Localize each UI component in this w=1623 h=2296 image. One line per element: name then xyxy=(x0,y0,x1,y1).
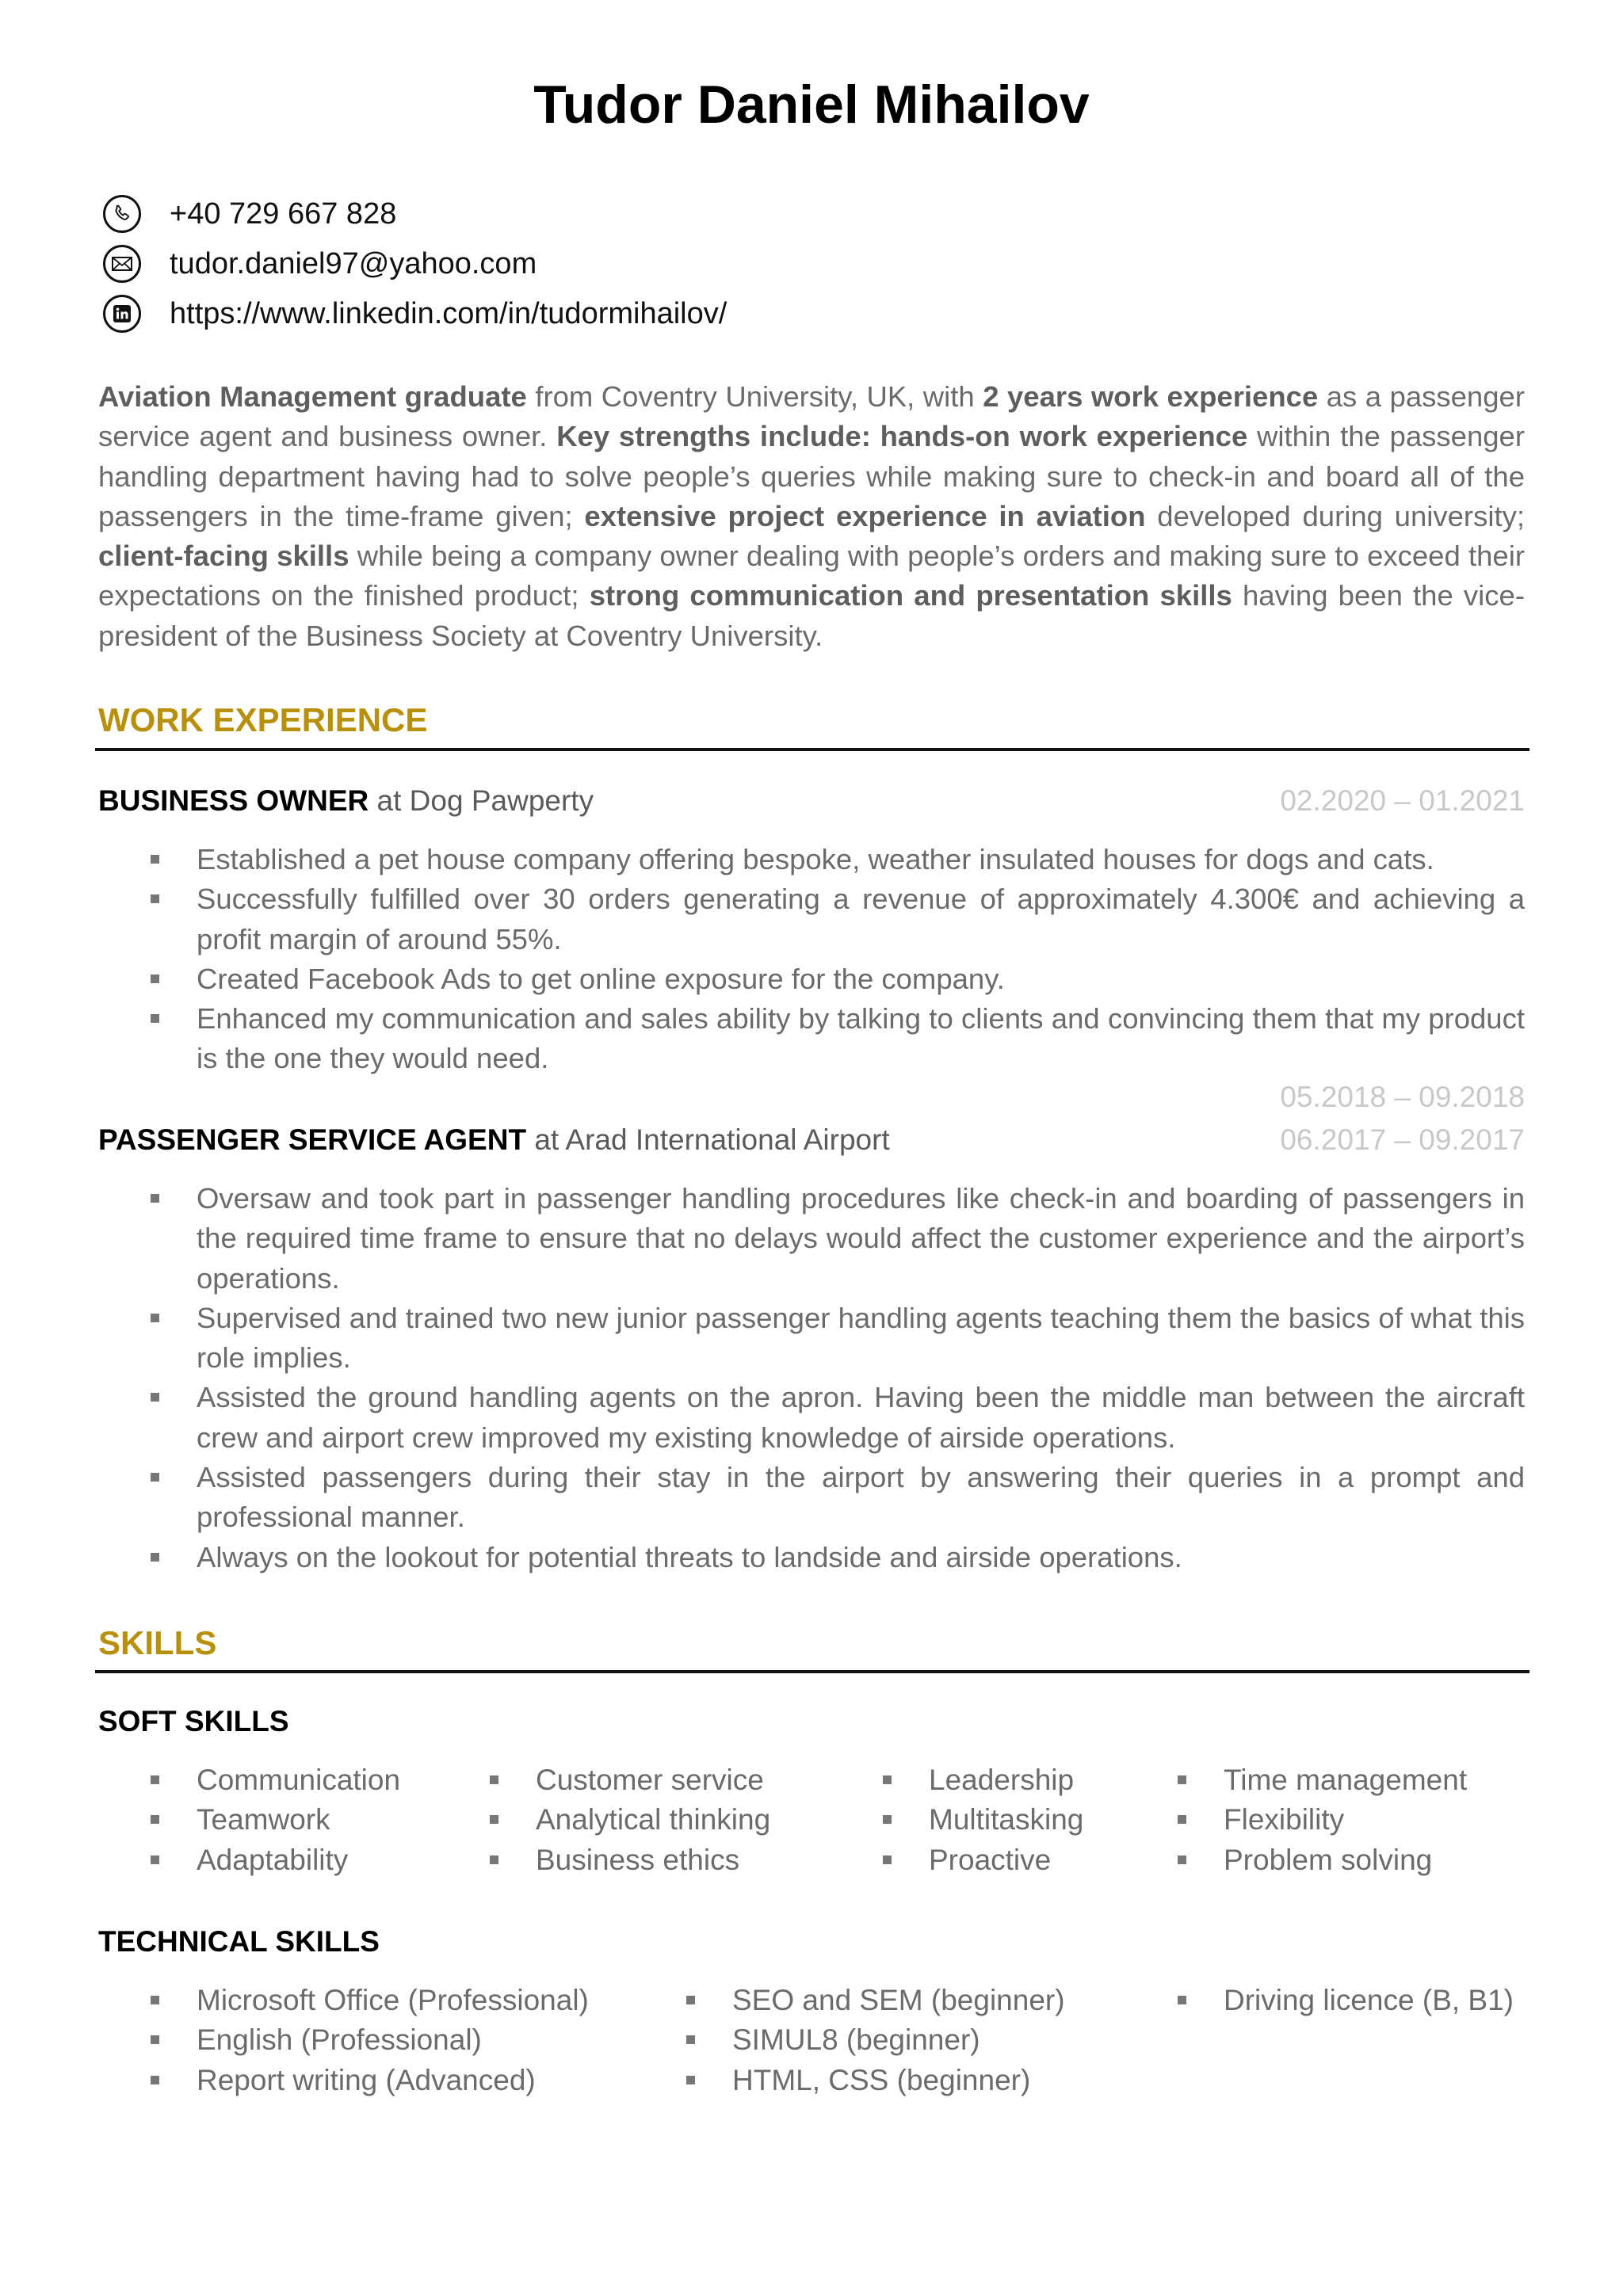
bullet-square-icon xyxy=(151,1996,159,2004)
skill-text: Time management xyxy=(1224,1764,1468,1796)
skill-text: Analytical thinking xyxy=(536,1803,771,1836)
list-item xyxy=(98,1538,1525,1577)
job-dates: 05.2018 – 09.2018 xyxy=(1280,1081,1525,1113)
contact-email-row xyxy=(103,242,537,286)
bullet-square-icon xyxy=(151,894,159,903)
bullet-square-icon xyxy=(490,1775,498,1784)
list-item xyxy=(1125,1840,1467,1880)
job-role: BUSINESS OWNER xyxy=(98,784,369,817)
skill-text: Business ethics xyxy=(536,1843,740,1876)
bullet-square-icon xyxy=(151,1194,159,1203)
skill-text: Driving licence (B, B1) xyxy=(1224,1984,1514,2016)
bullet-square-icon xyxy=(490,1815,498,1824)
job-role: PASSENGER SERVICE AGENT xyxy=(98,1123,527,1156)
skill-text: HTML, CSS (beginner) xyxy=(732,2063,1031,2096)
section-title-skills: SKILLS xyxy=(98,1624,217,1661)
bullet-square-icon xyxy=(686,2076,695,2084)
job-dates: 06.2017 – 09.2017 xyxy=(1280,1123,1525,1156)
soft-skills-column-3 xyxy=(831,1760,1083,1880)
bullet-square-icon xyxy=(151,1553,159,1562)
bullet-square-icon xyxy=(151,1473,159,1482)
contact-linkedin-row xyxy=(103,292,727,336)
bullet-square-icon xyxy=(151,1393,159,1402)
bullet-square-icon xyxy=(1178,1815,1186,1824)
subheading-soft-skills: SOFT SKILLS xyxy=(98,1705,289,1737)
skill-text: SIMUL8 (beginner) xyxy=(732,2023,980,2057)
section-divider xyxy=(95,1670,1529,1673)
list-item xyxy=(1125,1760,1467,1800)
skill-text: Teamwork xyxy=(197,1803,330,1836)
bullet-square-icon xyxy=(151,2035,159,2044)
list-item xyxy=(98,840,1525,879)
bullet-square-icon xyxy=(686,2035,695,2044)
skill-text: Customer service xyxy=(536,1764,764,1796)
bullet-square-icon xyxy=(151,1815,159,1824)
summary-text: developed during university; xyxy=(1145,499,1525,532)
soft-skills-column-1 xyxy=(98,1760,400,1880)
mail-icon xyxy=(103,245,141,283)
list-item xyxy=(1125,1800,1467,1840)
list-item xyxy=(437,1800,770,1840)
list-item xyxy=(831,1760,1083,1800)
bullet-square-icon xyxy=(151,2076,159,2084)
summary-highlight: client-facing skills xyxy=(98,540,349,573)
technical-skills-column-2 xyxy=(634,1981,1065,2100)
list-item xyxy=(98,1840,400,1880)
list-item xyxy=(1125,1981,1514,2020)
skill-text: Proactive xyxy=(929,1843,1052,1876)
soft-skills-column-2 xyxy=(437,1760,770,1880)
skill-text: Microsoft Office (Professional) xyxy=(197,1984,589,2016)
skill-text: English (Professional) xyxy=(197,2023,482,2057)
contact-phone-row xyxy=(103,192,396,236)
list-item xyxy=(98,1760,400,1800)
job-company: at Dog Pawperty xyxy=(369,784,594,817)
list-item xyxy=(98,1299,1525,1379)
summary-text: while being a company owner dealing with people’s orders and making sure to exceed their expectations on the finished product; xyxy=(98,540,1525,612)
bullet-text: Assisted passengers during their stay in the airport by answering their queries in a prompt and professional manner. xyxy=(197,1461,1525,1534)
list-item xyxy=(437,1760,770,1800)
subheading-technical-skills: TECHNICAL SKILLS xyxy=(98,1925,380,1958)
bullet-square-icon xyxy=(151,1855,159,1864)
summary-text: as a passenger service agent and business owner. xyxy=(98,380,1525,453)
job-company: at Arad International Airport xyxy=(526,1123,890,1156)
skill-text: Communication xyxy=(197,1764,401,1796)
technical-skills-column-3 xyxy=(1125,1981,1514,2020)
bullet-square-icon xyxy=(151,855,159,864)
list-item xyxy=(98,1800,400,1840)
phone-glyph xyxy=(111,203,133,225)
section-title-work-experience: WORK EXPERIENCE xyxy=(98,701,428,738)
bullet-text: Always on the lookout for potential threats to landside and airside operations. xyxy=(197,1540,1182,1573)
skill-text: Flexibility xyxy=(1224,1803,1345,1836)
linkedin-glyph xyxy=(113,304,132,323)
list-item xyxy=(98,1378,1525,1458)
bullet-square-icon xyxy=(686,1996,695,2004)
candidate-name: Tudor Daniel Mihailov xyxy=(533,74,1090,135)
bullet-square-icon xyxy=(151,974,159,983)
list-item xyxy=(831,1800,1083,1840)
list-item xyxy=(634,1981,1065,2020)
list-item xyxy=(98,2061,589,2100)
bullet-text: Oversaw and took part in passenger handling procedures like check-in and boarding of passengers in the required time frame to ensure that no delays would affect the customer experience and the airport’s operations. xyxy=(197,1182,1525,1295)
linkedin-icon xyxy=(103,295,141,333)
skill-text: Adaptability xyxy=(197,1843,349,1876)
summary-highlight: extensive project experience in aviation xyxy=(584,499,1146,532)
bullet-square-icon xyxy=(490,1855,498,1864)
contact-email[interactable]: tudor.daniel97@yahoo.com xyxy=(170,246,537,280)
summary-text: having been the vice-president of the Business Society at Coventry University. xyxy=(98,579,1525,652)
summary-highlight: Key strengths include: hands-on work experience xyxy=(556,420,1248,453)
bullet-text: Created Facebook Ads to get online exposure for the company. xyxy=(197,962,1005,995)
list-item xyxy=(634,2061,1065,2100)
bullet-text: Supervised and trained two new junior passenger handling agents teaching them the basics of what this role implies. xyxy=(197,1301,1525,1375)
soft-skills-column-4 xyxy=(1125,1760,1467,1880)
contact-phone[interactable]: +40 729 667 828 xyxy=(170,196,397,231)
bullet-text: Assisted the ground handling agents on the apron. Having been the middle man between the aircraft crew and airport crew improved my existing knowledge of airside operations. xyxy=(197,1381,1525,1454)
job-title-passenger-service-agent xyxy=(98,1123,890,1157)
profile-summary xyxy=(98,377,1525,656)
list-item xyxy=(98,1458,1525,1538)
list-item xyxy=(98,959,1525,999)
mail-glyph xyxy=(111,255,133,273)
list-item xyxy=(98,879,1525,959)
skill-text: Multitasking xyxy=(929,1803,1084,1836)
summary-text: from Coventry University, UK, with xyxy=(526,380,983,413)
summary-highlight: 2 years work experience xyxy=(983,380,1319,413)
job-title-business-owner xyxy=(98,784,594,818)
phone-icon xyxy=(103,195,141,233)
list-item xyxy=(98,999,1525,1079)
bullet-square-icon xyxy=(151,1014,159,1023)
summary-highlight: strong communication and presentation skills xyxy=(589,579,1232,612)
list-item xyxy=(98,1981,589,2020)
bullet-text: Enhanced my communication and sales ability by talking to clients and convincing them that my product is the one they would need. xyxy=(197,1002,1525,1075)
job-bullets-business-owner xyxy=(98,840,1525,1079)
contact-linkedin[interactable]: https://www.linkedin.com/in/tudormihailov/ xyxy=(170,296,727,330)
bullet-square-icon xyxy=(883,1775,892,1784)
list-item xyxy=(98,2020,589,2060)
bullet-square-icon xyxy=(151,1775,159,1784)
bullet-square-icon xyxy=(1178,1775,1186,1784)
bullet-square-icon xyxy=(1178,1855,1186,1864)
skill-text: Leadership xyxy=(929,1764,1075,1796)
technical-skills-column-1 xyxy=(98,1981,589,2100)
summary-text: within the passenger handling department having had to solve people’s queries while making sure to check-in and board all of the passengers in the time-frame given; xyxy=(98,420,1526,532)
job-dates: 02.2020 – 01.2021 xyxy=(1280,784,1525,817)
skill-text: Report writing (Advanced) xyxy=(197,2063,536,2096)
section-divider xyxy=(95,748,1529,751)
list-item xyxy=(437,1840,770,1880)
list-item xyxy=(831,1840,1083,1880)
bullet-square-icon xyxy=(883,1855,892,1864)
summary-highlight: Aviation Management graduate xyxy=(98,380,527,413)
bullet-square-icon xyxy=(883,1815,892,1824)
bullet-square-icon xyxy=(1178,1996,1186,2004)
bullet-square-icon xyxy=(151,1314,159,1322)
bullet-text: Successfully fulfilled over 30 orders generating a revenue of approximately 4.300€ and achieving a profit margin of around 55%. xyxy=(197,883,1525,955)
list-item xyxy=(634,2020,1065,2060)
list-item xyxy=(98,1179,1525,1299)
bullet-text: Established a pet house company offering bespoke, weather insulated houses for dogs and cats. xyxy=(197,843,1434,875)
job-bullets-passenger-service-agent xyxy=(98,1179,1525,1577)
skill-text: SEO and SEM (beginner) xyxy=(732,1984,1065,2016)
skill-text: Problem solving xyxy=(1224,1843,1433,1876)
